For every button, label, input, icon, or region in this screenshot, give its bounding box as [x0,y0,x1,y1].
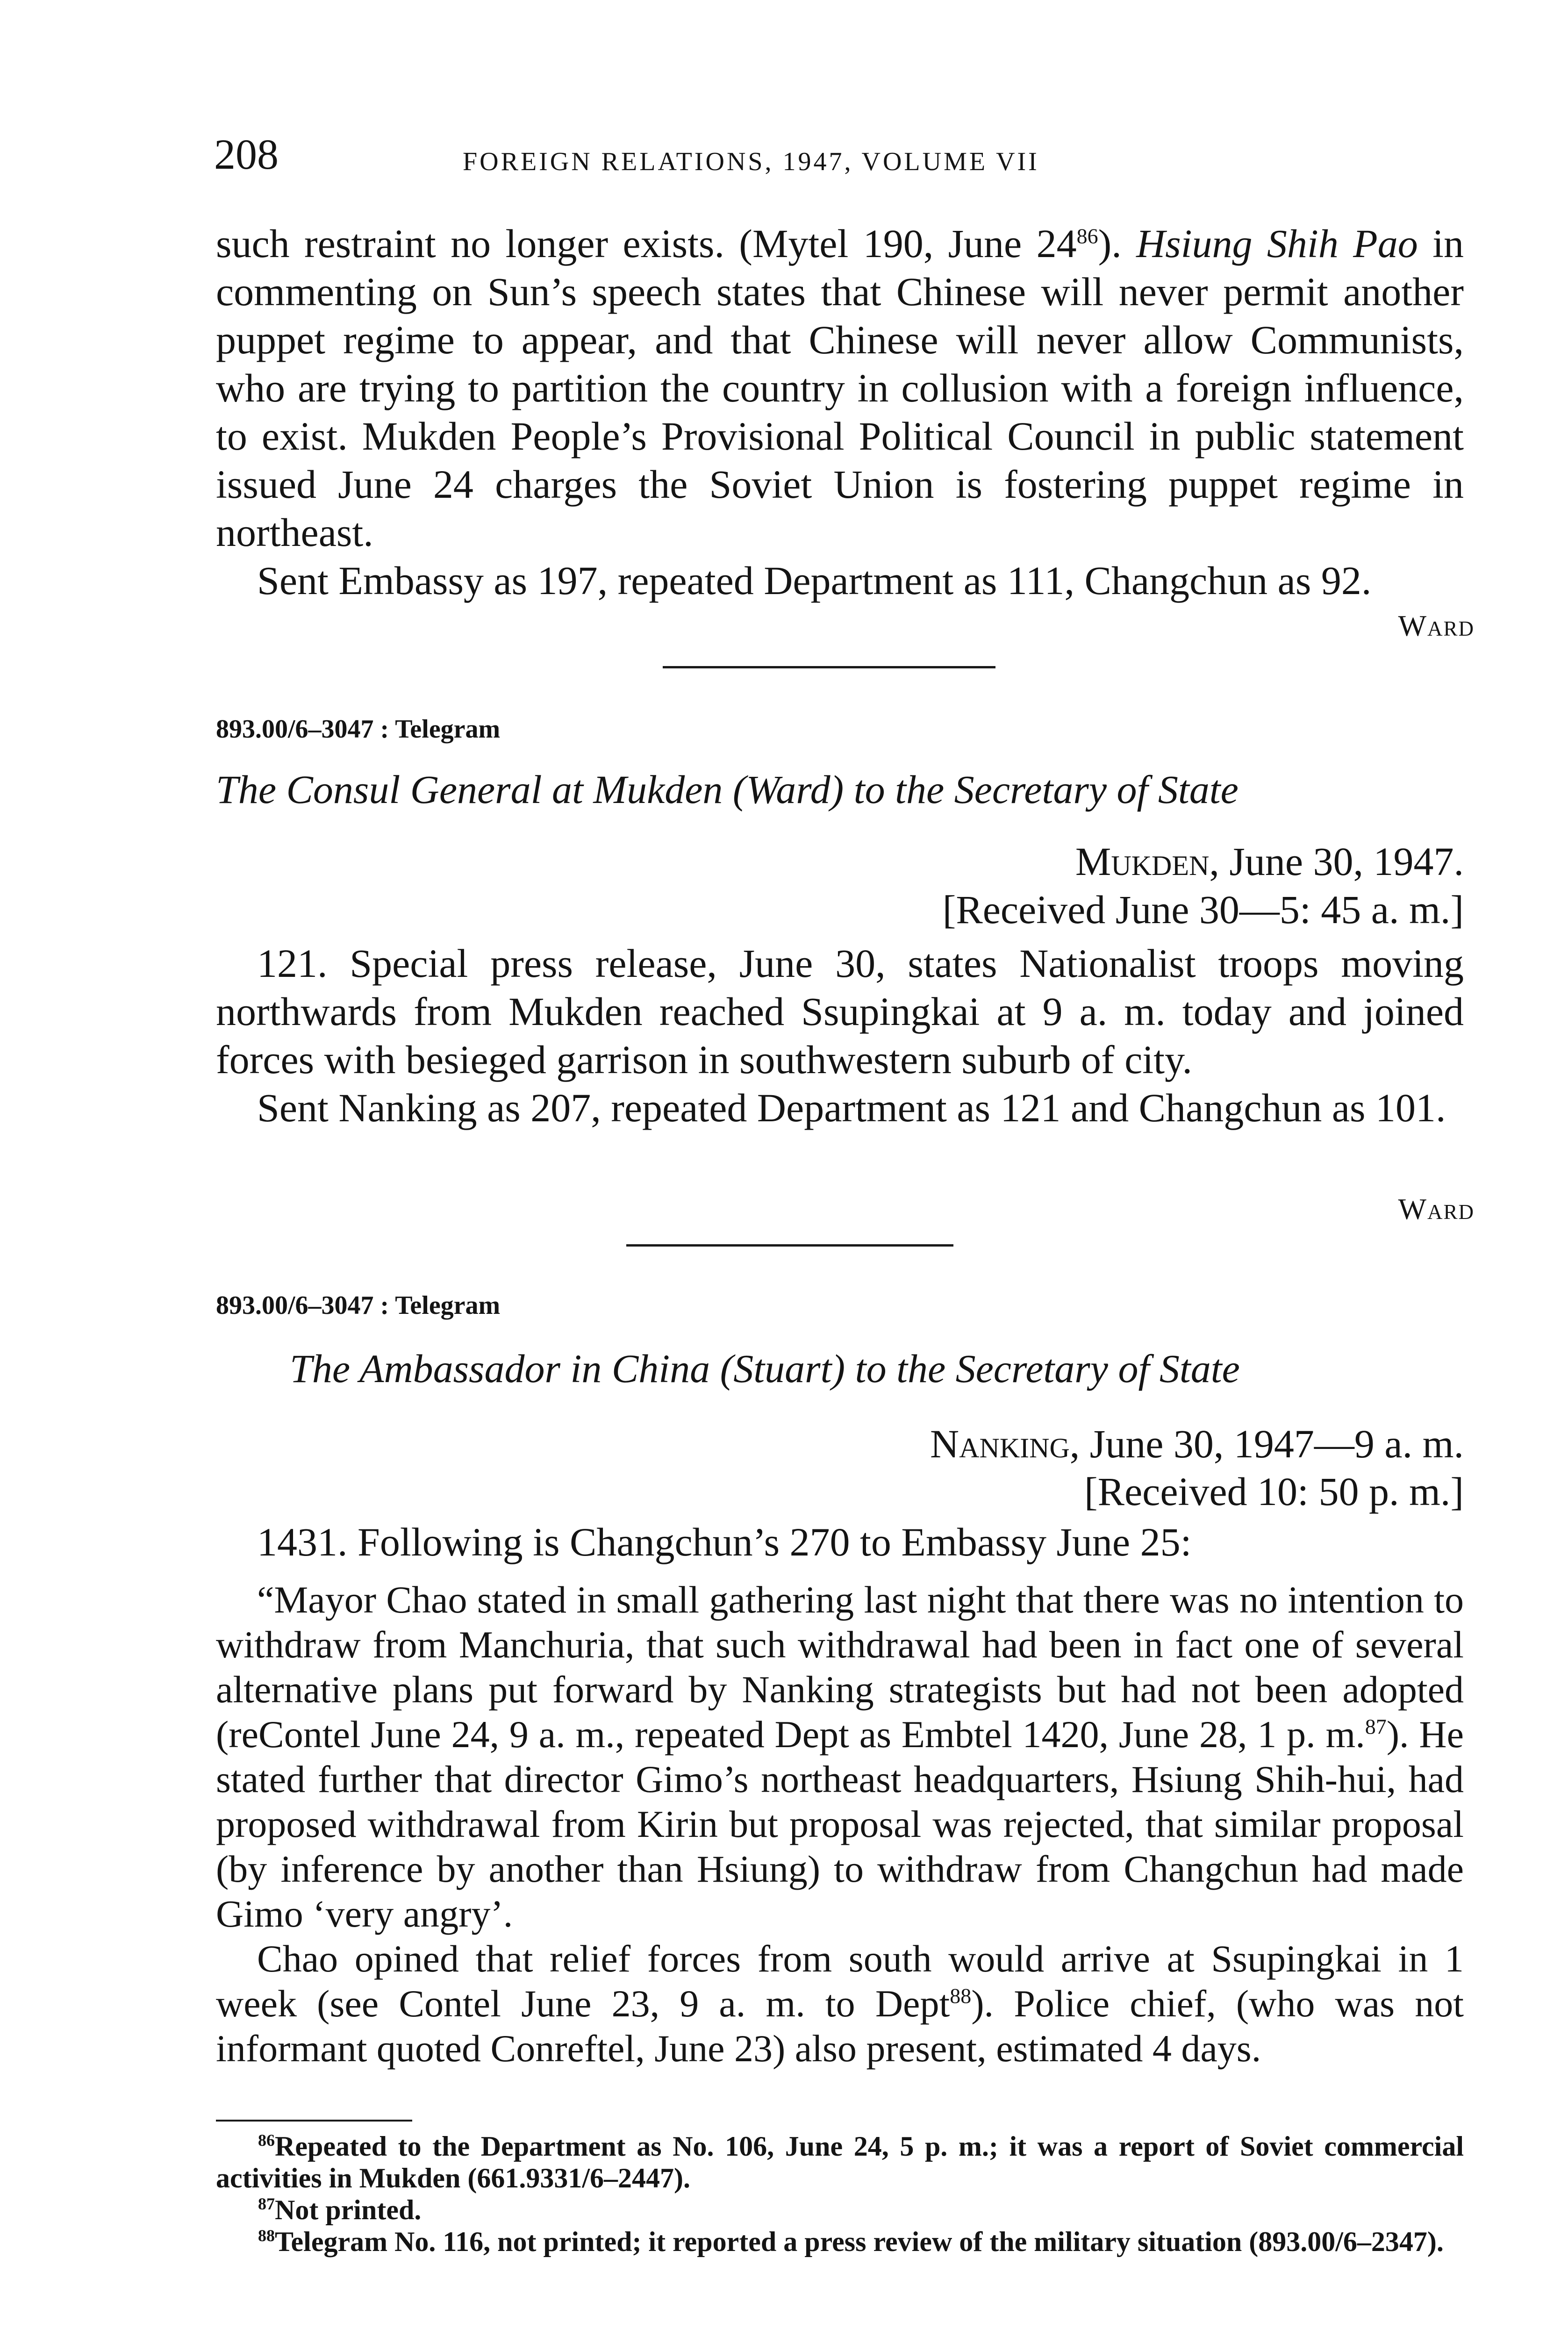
section-divider [626,1244,953,1247]
paragraph-text: in commenting on Sun’s speech states that Chinese will never permit another puppet regime to appear, and that Chinese will never allow Communists, who are trying to partition the country in collusion with a foreign influence, to exist. Mukden People’s Provisional Political Council in public statement issued June 24 charges the Soviet Union is fostering puppet regime in northeast. [216,221,1464,555]
footnote-86 [216,2130,1464,2194]
signature-ward: Ward [1398,609,1475,642]
footnote-number: 87 [258,2194,275,2213]
place-name: Nanking, [930,1421,1080,1466]
quote-text: ). Police chief, (who was not informant quoted Conreftel, June 23) also present, estimated 4 days. [216,1982,1464,2070]
footnote-87 [216,2194,1464,2226]
footnote-ref-87[interactable]: 87 [1365,1714,1387,1739]
paragraph-text: such restraint no longer exists. (Mytel 190, June 24 [216,221,1077,266]
quote-text: ). He stated further that director Gimo’s northeast headquarters, Hsiung Shih-hui, had proposed withdrawal from Kirin but proposal was rejected, that similar proposal (by inference by another than Hsiung) to withdraw from Changchun had made Gimo ‘very angry’. [216,1713,1464,1935]
continued-paragraph [216,220,1464,605]
footnote-text: Telegram No. 116, not printed; it reported a press review of the military situation (893.00/6–2347). [275,2226,1444,2257]
dateline [1075,838,1464,886]
signature-ward: Ward [1398,1192,1475,1226]
received-line: [Received 10: 50 p. m.] [1084,1469,1464,1514]
footnote-88 [216,2226,1464,2258]
footnote-rule [216,2120,412,2122]
footnote-number: 86 [258,2131,275,2150]
dateline [930,1420,1464,1468]
telegram-paragraph: 121. Special press release, June 30, states Nationalist troops moving northwards from Mukden reached Ssupingkai at 9 a. m. today and joined forces with besieged garrison in southwestern suburb of city. [216,941,1464,1082]
quote-text: Chao opined that relief forces from south would arrive at Ssupingkai in 1 week (see Contel June 23, 9 a. m. to Dept [216,1937,1464,2025]
footnote-text: Repeated to the Department as No. 106, June 24, 5 p. m.; it was a report of Soviet commercial activities in Mukden (661.9331/6–2447). [216,2131,1464,2194]
file-number: 893.00/6–3047 : Telegram [216,1291,501,1320]
date-text: June 30, 1947. [1219,839,1464,884]
document-title: The Consul General at Mukden (Ward) to the Secretary of State [216,767,1239,812]
intro-line: 1431. Following is Changchun’s 270 to Embassy June 25: [257,1520,1192,1564]
newspaper-name: Hsiung Shih Pao [1136,221,1418,266]
footnote-number: 88 [258,2226,275,2245]
quote-text: “Mayor Chao stated in small gathering last night that there was no intention to withdraw from Manchuria, that such withdrawal had been in fact one of several alternative plans put forward by Nanking strategists but had not been adopted (reContel June 24, 9 a. m., repeated Dept as Embtel 1420, June 28, 1 p. m. [216,1578,1464,1756]
received-line: [Received June 30—5: 45 a. m.] [942,887,1464,932]
sent-line: Sent Nanking as 207, repeated Department as 121 and Changchun as 101. [257,1085,1446,1130]
running-head: FOREIGN RELATIONS, 1947, VOLUME VII [463,147,1039,176]
sent-line: Sent Embassy as 197, repeated Department as 111, Changchun as 92. [257,558,1372,603]
document-title: The Ambassador in China (Stuart) to the Secretary of State [290,1346,1240,1391]
section-divider [663,666,995,668]
place-name: Mukden, [1075,839,1219,884]
paragraph-text: ). [1098,221,1137,266]
file-number: 893.00/6–3047 : Telegram [216,715,501,744]
footnote-text: Not printed. [275,2194,422,2225]
telegram-intro [216,1518,1464,1566]
date-text: June 30, 1947—9 a. m. [1080,1421,1464,1466]
footnote-ref-88[interactable]: 88 [950,1984,972,2008]
quoted-telegram [216,1577,1464,2071]
page-number: 208 [214,130,279,178]
footnote-ref-86[interactable]: 86 [1076,224,1098,248]
footnotes [216,2130,1464,2258]
telegram-body [216,939,1464,1132]
